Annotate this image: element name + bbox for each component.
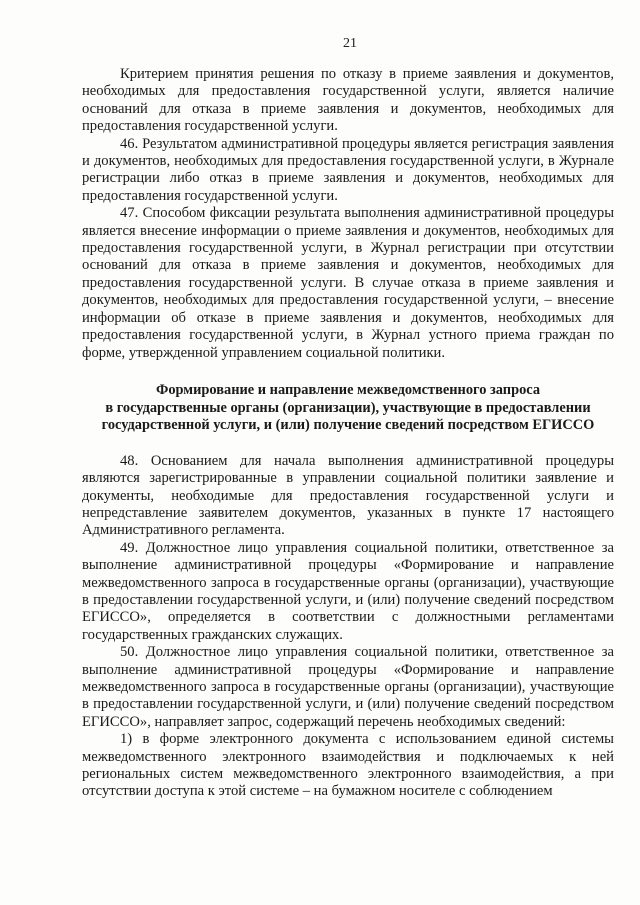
- paragraph-50-item-1: 1) в форме электронного документа с использованием единой системы межведомственного электронного взаимодействия и подключаемых к ней региональных систем межведомственного электронного взаимодействия, а при отсутствии доступа к этой системе – на бумажном носителе с соблюдением: [82, 731, 614, 800]
- paragraph-criterion: Критерием принятия решения по отказу в приеме заявления и документов, необходимых для предоставления государственной услуги, является наличие оснований для отказа в приеме заявления и документов, необходимых для предоставления государственной услуги.: [82, 66, 614, 135]
- paragraph-46: 46. Результатом административной процедуры является регистрация заявления и документов, необходимых для предоставления государственной услуги, в Журнале регистрации либо отказ в приеме заявления и документов, необходимых для предоставления государственной услуги.: [82, 135, 614, 204]
- paragraph-49: 49. Должностное лицо управления социальной политики, ответственное за выполнение административной процедуры «Формирование и направление межведомственного запроса в государственные органы (организации), участвующие в предоставлении государственной услуги, и (или) получение сведений посредством ЕГИССО», определяется в соответствии с должностными регламентами государственных гражданских служащих.: [82, 539, 614, 643]
- heading-line-3: государственной услуги, и (или) получение сведений посредством ЕГИССО: [101, 417, 595, 434]
- heading-line-2: в государственные органы (организации), участвующие в предоставлении: [105, 399, 591, 416]
- section-heading: [82, 382, 614, 435]
- paragraph-50: 50. Должностное лицо управления социальной политики, ответственное за выполнение административной процедуры «Формирование и направление межведомственного запроса в государственные органы (организации), участвующие в предоставлении государственной услуги, и (или) получение сведений посредством ЕГИССО», направляет запрос, содержащий перечень необходимых сведений:: [82, 644, 614, 730]
- paragraph-47: 47. Способом фиксации результата выполнения административной процедуры является внесение информации о приеме заявления и документов, необходимых для предоставления государственной услуги, в Журнал регистрации при отсутствии оснований для отказа в приеме заявления и документов, необходимых для предоставления государственной услуги. В случае отказа в приеме заявления и документов, необходимых для предоставления государственной услуги, – внесение информации об отказе в приеме заявления и документов, необходимых для предоставления государственной услуги, в Журнал устного приема граждан по форме, утвержденной управлением социальной политики.: [82, 205, 614, 361]
- paragraph-48: 48. Основанием для начала выполнения административной процедуры являются зарегистрированные в управлении социальной политики заявление и документы, необходимые для предоставления государственной услуги и непредставление заявителем документов, указанных в пункте 17 настоящего Административного регламента.: [82, 452, 614, 539]
- heading-line-1: Формирование и направление межведомственного запроса: [155, 381, 541, 398]
- page-number: 21: [343, 36, 357, 51]
- document-body: [82, 66, 614, 801]
